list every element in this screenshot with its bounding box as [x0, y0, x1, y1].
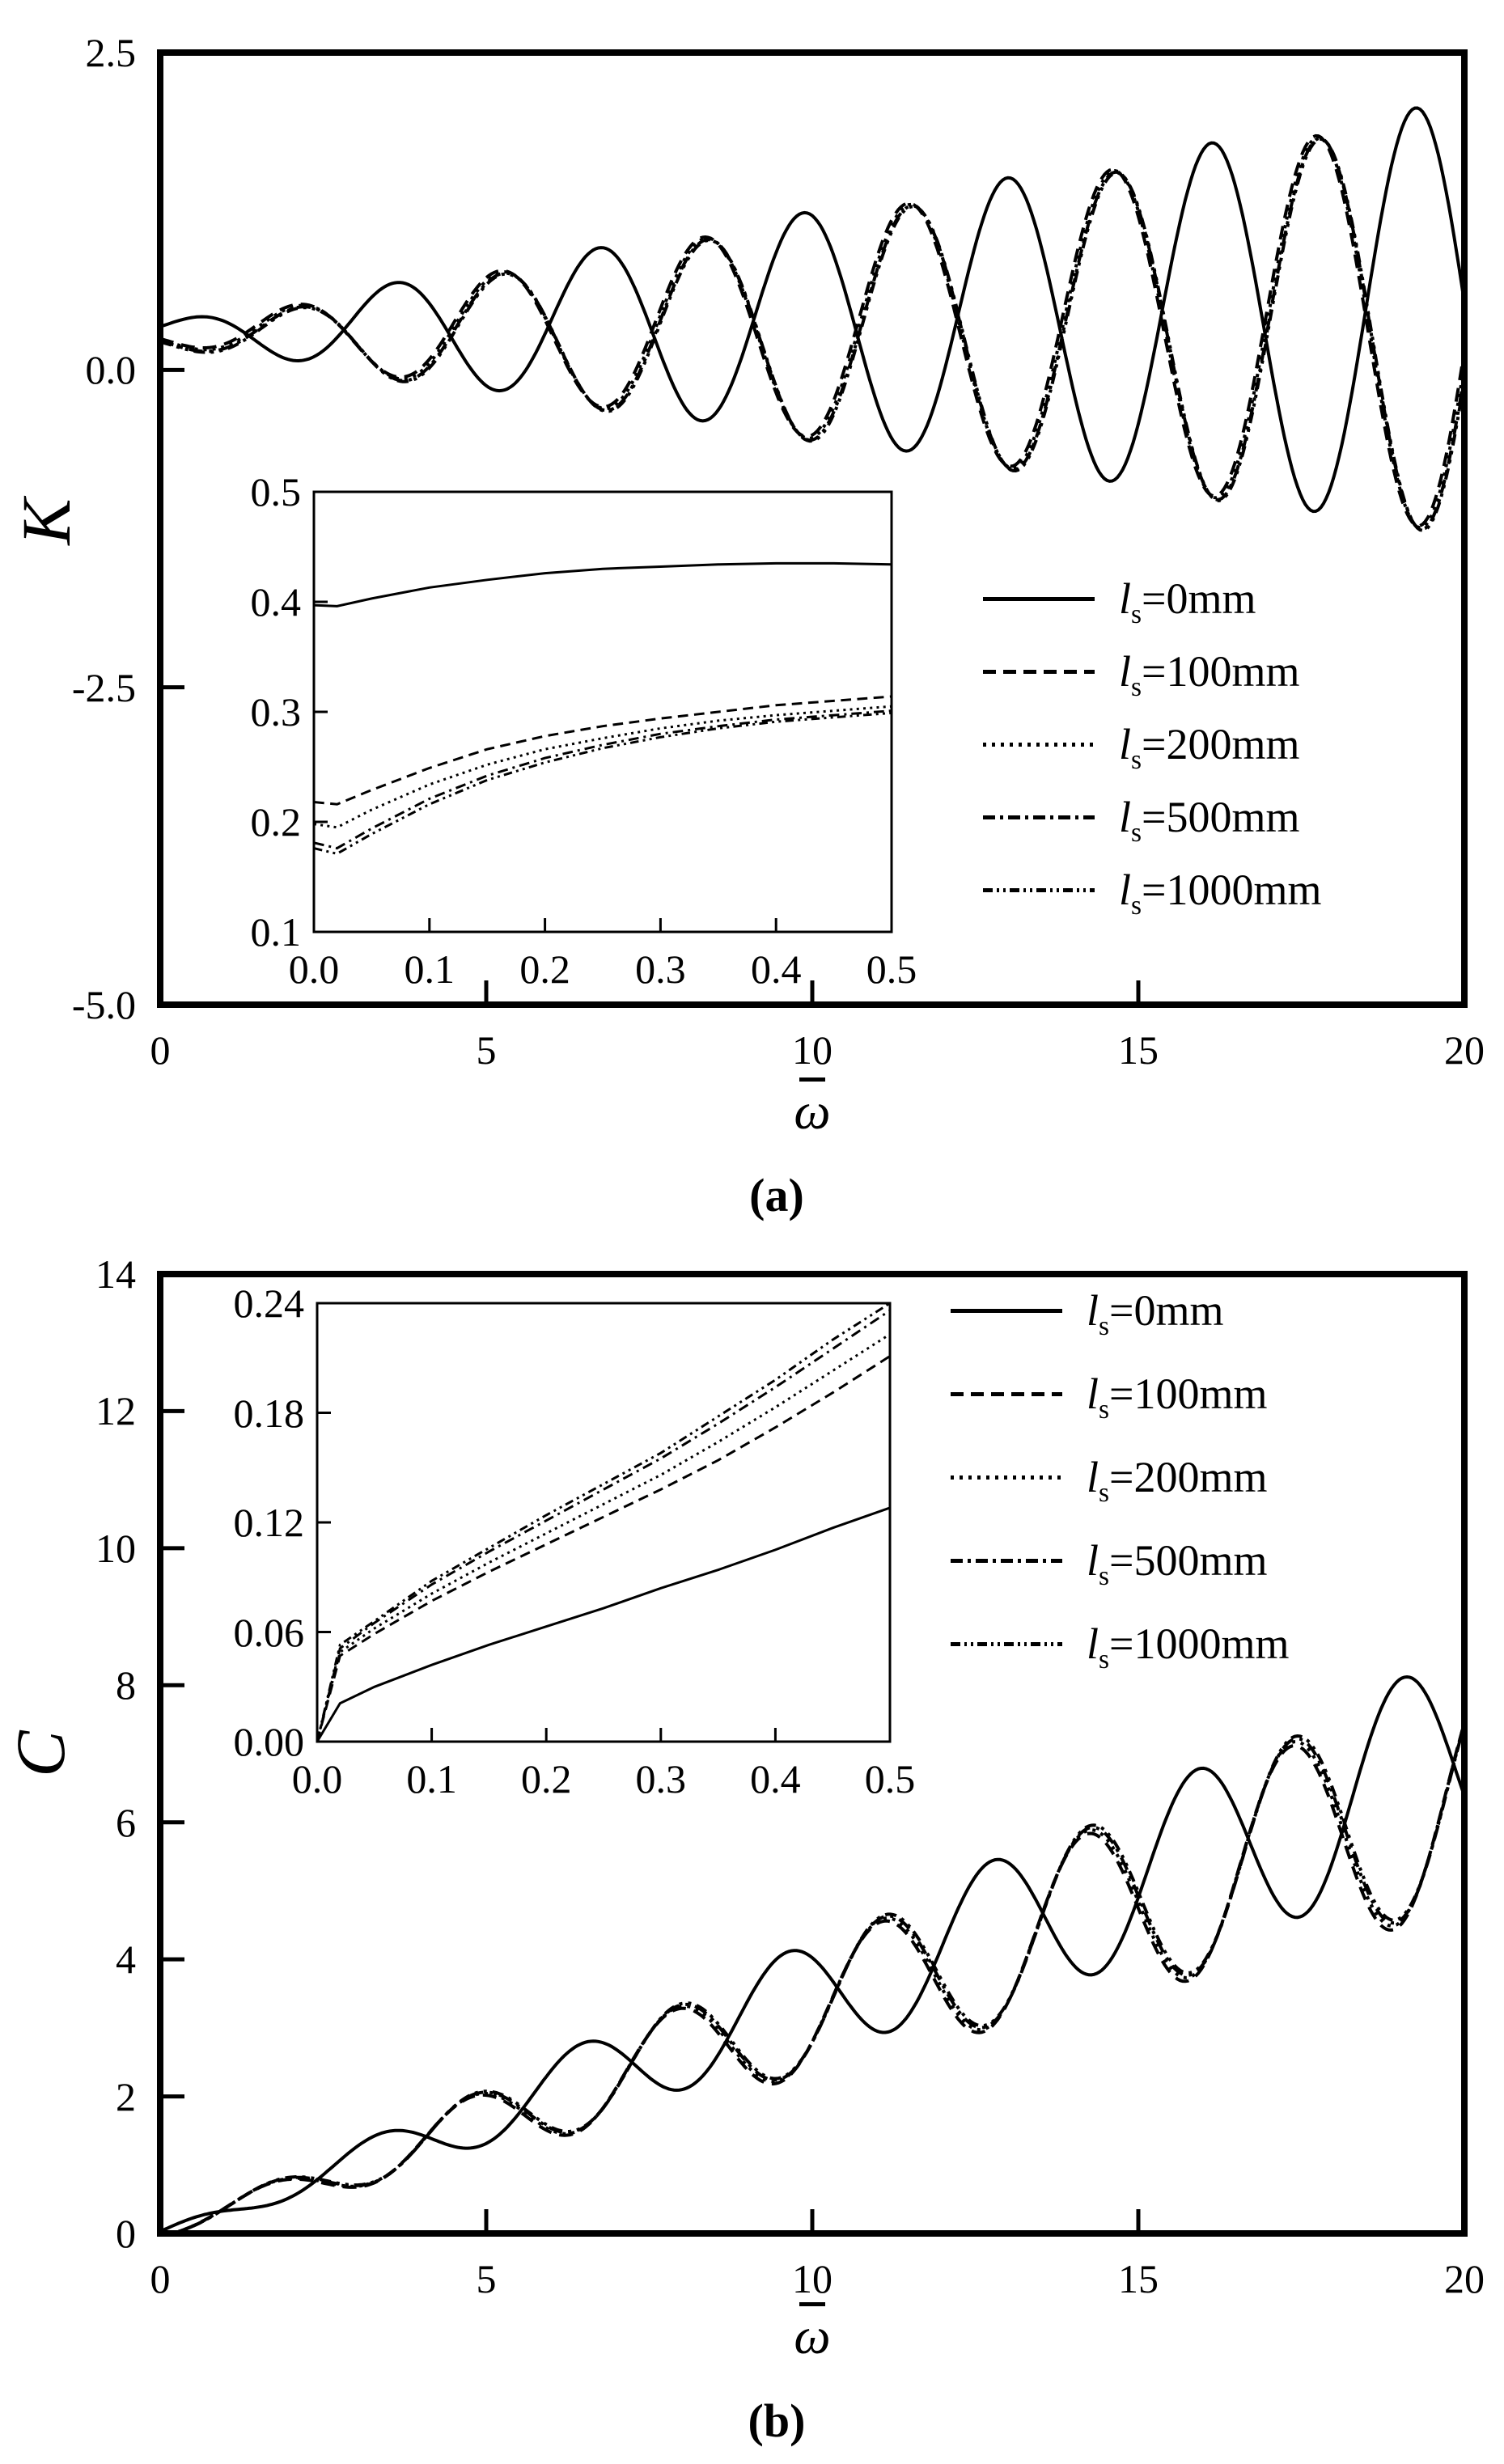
legend-line-sample-solid: [951, 1309, 1062, 1313]
b-inset-ytick-label-0.06: 0.06: [233, 1609, 304, 1655]
a-inset-ytick-label-0.1: 0.1: [250, 909, 301, 955]
a-ytick-label-2.5: 2.5: [85, 30, 136, 75]
b-ytick-label-2: 2: [116, 2073, 136, 2119]
b-ytick-label-4: 4: [116, 1937, 136, 1983]
legend-item-ls-200mm: $l_s=200mm$: [983, 710, 1300, 778]
legend-line-sample-dashed: [983, 670, 1095, 674]
a-ytick-label-0.0: 0.0: [85, 347, 136, 393]
b-xtick-label-15: 15: [1118, 2256, 1159, 2301]
b-ytick-label-10: 10: [95, 1525, 136, 1571]
legend-item-ls-500mm: $l_s=500mm$: [951, 1526, 1268, 1594]
y-axis-label-C: C: [2, 1730, 79, 1777]
legend-line-sample-dashdot: [951, 1559, 1062, 1563]
b-ytick-label-0: 0: [116, 2211, 136, 2256]
legend-item-ls-500mm: $l_s=500mm$: [983, 783, 1300, 851]
omega-overbar: [799, 1077, 824, 1082]
a-xtick-label-15: 15: [1118, 1027, 1159, 1073]
b-xtick-label-0: 0: [150, 2256, 171, 2301]
legend-line-sample-dashdotdot: [983, 888, 1095, 892]
a-ytick-label--5.0: -5.0: [71, 982, 136, 1027]
legend-item-ls-0mm: $l_s=0mm$: [951, 1276, 1224, 1344]
legend-line-sample-dashdotdot: [951, 1642, 1062, 1646]
a-inset-ytick-label-0.2: 0.2: [250, 799, 301, 845]
b-inset-xtick-label-0.2: 0.2: [520, 1756, 572, 1801]
a-inset-xtick-label-0.5: 0.5: [866, 946, 917, 992]
legend-item-ls-1000mm: $l_s=1000mm$: [951, 1610, 1290, 1678]
x-axis-label-omega-b: ω: [739, 2302, 885, 2363]
a-inset-xtick-label-0.1: 0.1: [404, 946, 455, 992]
a-inset-xtick-label-0.0: 0.0: [288, 946, 340, 992]
a-xtick-label-0: 0: [150, 1027, 171, 1073]
panel-a-caption: (a): [749, 1169, 804, 1221]
legend-item-ls-1000mm: $l_s=1000mm$: [983, 856, 1322, 924]
b-xtick-label-5: 5: [476, 2256, 497, 2301]
a-inset-ytick-label-0.3: 0.3: [250, 689, 301, 735]
b-ytick-label-12: 12: [95, 1388, 136, 1434]
legend-line-sample-dotted: [951, 1475, 1062, 1480]
legend-item-ls-0mm: $l_s=0mm$: [983, 565, 1256, 633]
a-ytick-label--2.5: -2.5: [71, 664, 136, 710]
panel-b-caption: (b): [748, 2394, 806, 2447]
a-inset-xtick-label-0.4: 0.4: [750, 946, 802, 992]
b-inset-xtick-label-0.5: 0.5: [864, 1756, 916, 1801]
a-inset-ytick-label-0.5: 0.5: [250, 469, 301, 514]
b-ytick-label-14: 14: [95, 1251, 136, 1297]
b-inset-ytick-label-0.00: 0.00: [233, 1719, 304, 1764]
legend-item-ls-100mm: $l_s=100mm$: [983, 637, 1300, 705]
legend-line-sample-solid: [983, 597, 1095, 601]
a-xtick-label-5: 5: [476, 1027, 497, 1073]
a-xtick-label-10: 10: [792, 1027, 832, 1073]
b-inset-ytick-label-0.12: 0.12: [233, 1500, 304, 1545]
a-inset-xtick-label-0.2: 0.2: [519, 946, 570, 992]
x-axis-label-omega-a: ω: [739, 1077, 885, 1138]
y-axis-label-K: K: [7, 498, 85, 545]
b-inset-ytick-label-0.18: 0.18: [233, 1390, 304, 1436]
b-ytick-label-8: 8: [116, 1662, 136, 1708]
b-inset-ytick-label-0.24: 0.24: [233, 1281, 304, 1326]
b-inset-xtick-label-0.0: 0.0: [291, 1756, 343, 1801]
b-inset-xtick-label-0.4: 0.4: [750, 1756, 801, 1801]
b-inset-xtick-label-0.1: 0.1: [406, 1756, 457, 1801]
a-xtick-label-20: 20: [1444, 1027, 1485, 1073]
b-ytick-label-6: 6: [116, 1799, 136, 1845]
legend-item-ls-100mm: $l_s=100mm$: [951, 1360, 1268, 1428]
legend-line-sample-dashdot: [983, 815, 1095, 819]
legend-line-sample-dashed: [951, 1392, 1062, 1396]
b-inset-xtick-label-0.3: 0.3: [635, 1756, 687, 1801]
a-inset-ytick-label-0.4: 0.4: [250, 579, 301, 624]
omega-overbar: [799, 2302, 824, 2306]
legend-line-sample-dotted: [983, 743, 1095, 747]
a-inset-xtick-label-0.3: 0.3: [635, 946, 686, 992]
legend-item-ls-200mm: $l_s=200mm$: [951, 1443, 1268, 1511]
b-xtick-label-10: 10: [792, 2256, 832, 2301]
b-xtick-label-20: 20: [1444, 2256, 1485, 2301]
